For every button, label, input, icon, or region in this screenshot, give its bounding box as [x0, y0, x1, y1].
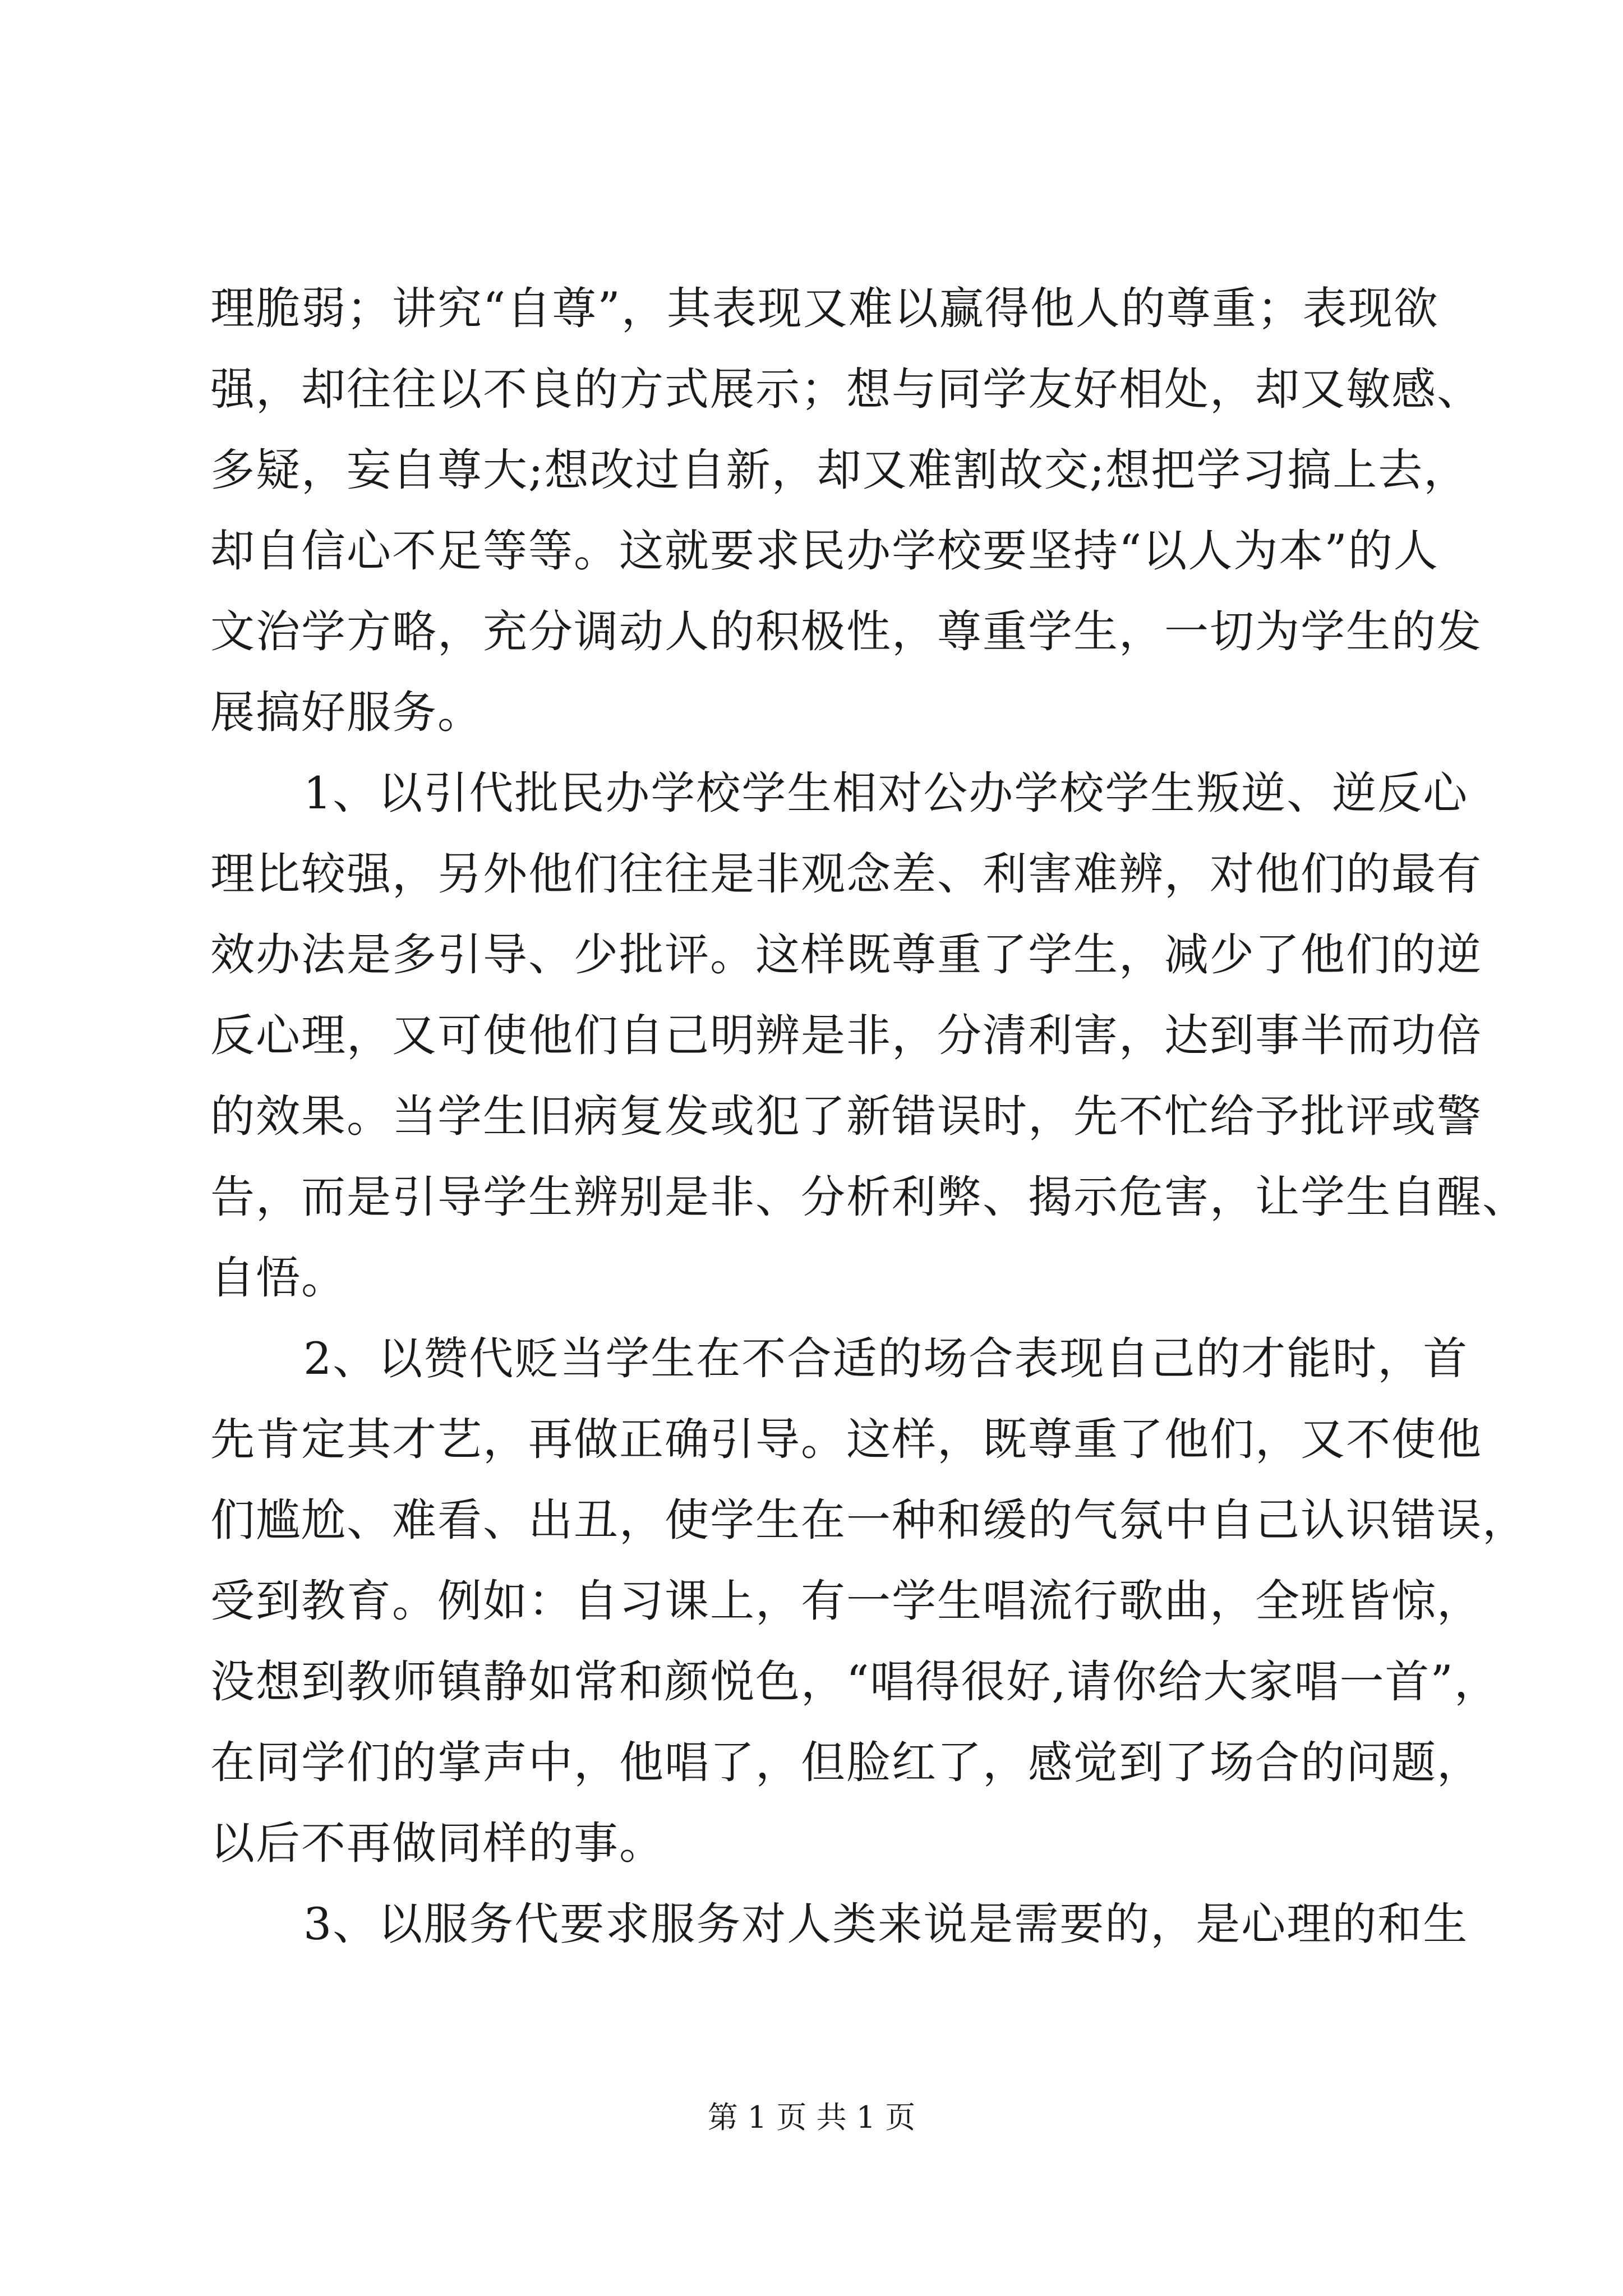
paragraph-1-heading-line: 1、以引代批民办学校学生相对公办学校学生叛逆、逆反心 — [303, 767, 1469, 819]
text-line: 展搞好服务。 — [210, 687, 483, 738]
text-line: 没想到教师镇静如常和颜悦色，“唱得很好,请你给大家唱一首”， — [210, 1656, 1500, 1708]
text-line: 们尴尬、难看、出丑，使学生在一种和缓的气氛中自己认识错误， — [210, 1494, 1528, 1546]
text-line: 受到教育。例如：自习课上，有一学生唱流行歌曲，全班皆惊， — [210, 1575, 1482, 1627]
text-line: 在同学们的掌声中，他唱了，但脸红了，感觉到了场合的问题， — [210, 1737, 1482, 1788]
text-line: 强，却往往以不良的方式展示；想与同学友好相处，却又敏感、 — [210, 364, 1482, 415]
text-line: 自悟。 — [210, 1252, 347, 1304]
paragraph-3-heading-line: 3、以服务代要求服务对人类来说是需要的，是心理的和生 — [303, 1898, 1469, 1950]
text-line: 却自信心不足等等。这就要求民办学校要坚持“以人为本”的人 — [210, 525, 1439, 577]
text-line: 文治学方略，充分调动人的积极性，尊重学生，一切为学生的发 — [210, 606, 1482, 657]
text-line: 效办法是多引导、少批评。这样既尊重了学生，减少了他们的逆 — [210, 929, 1482, 981]
text-line: 多疑，妄自尊大;想改过自新，却又难割故交;想把学习搞上去， — [210, 444, 1469, 496]
paragraph-2-heading-line: 2、以赞代贬当学生在不合适的场合表现自己的才能时，首 — [303, 1333, 1469, 1384]
text-line: 反心理，又可使他们自己明辨是非，分清利害，达到事半而功倍 — [210, 1010, 1482, 1061]
text-line: 理比较强，另外他们往往是非观念差、利害难辨，对他们的最有 — [210, 848, 1482, 900]
text-line: 以后不再做同样的事。 — [210, 1818, 665, 1869]
text-line: 告，而是引导学生辨别是非、分析利弊、揭示危害，让学生自醒、 — [210, 1171, 1528, 1223]
text-line: 先肯定其才艺，再做正确引导。这样，既尊重了他们，又不使他 — [210, 1414, 1482, 1465]
text-line: 理脆弱；讲究“自尊”，其表现又难以赢得他人的尊重；表现欲 — [210, 283, 1439, 334]
text-line: 的效果。当学生旧病复发或犯了新错误时，先不忙给予批评或警 — [210, 1091, 1482, 1142]
page-number-footer: 第 1 页 共 1 页 — [707, 2100, 916, 2135]
